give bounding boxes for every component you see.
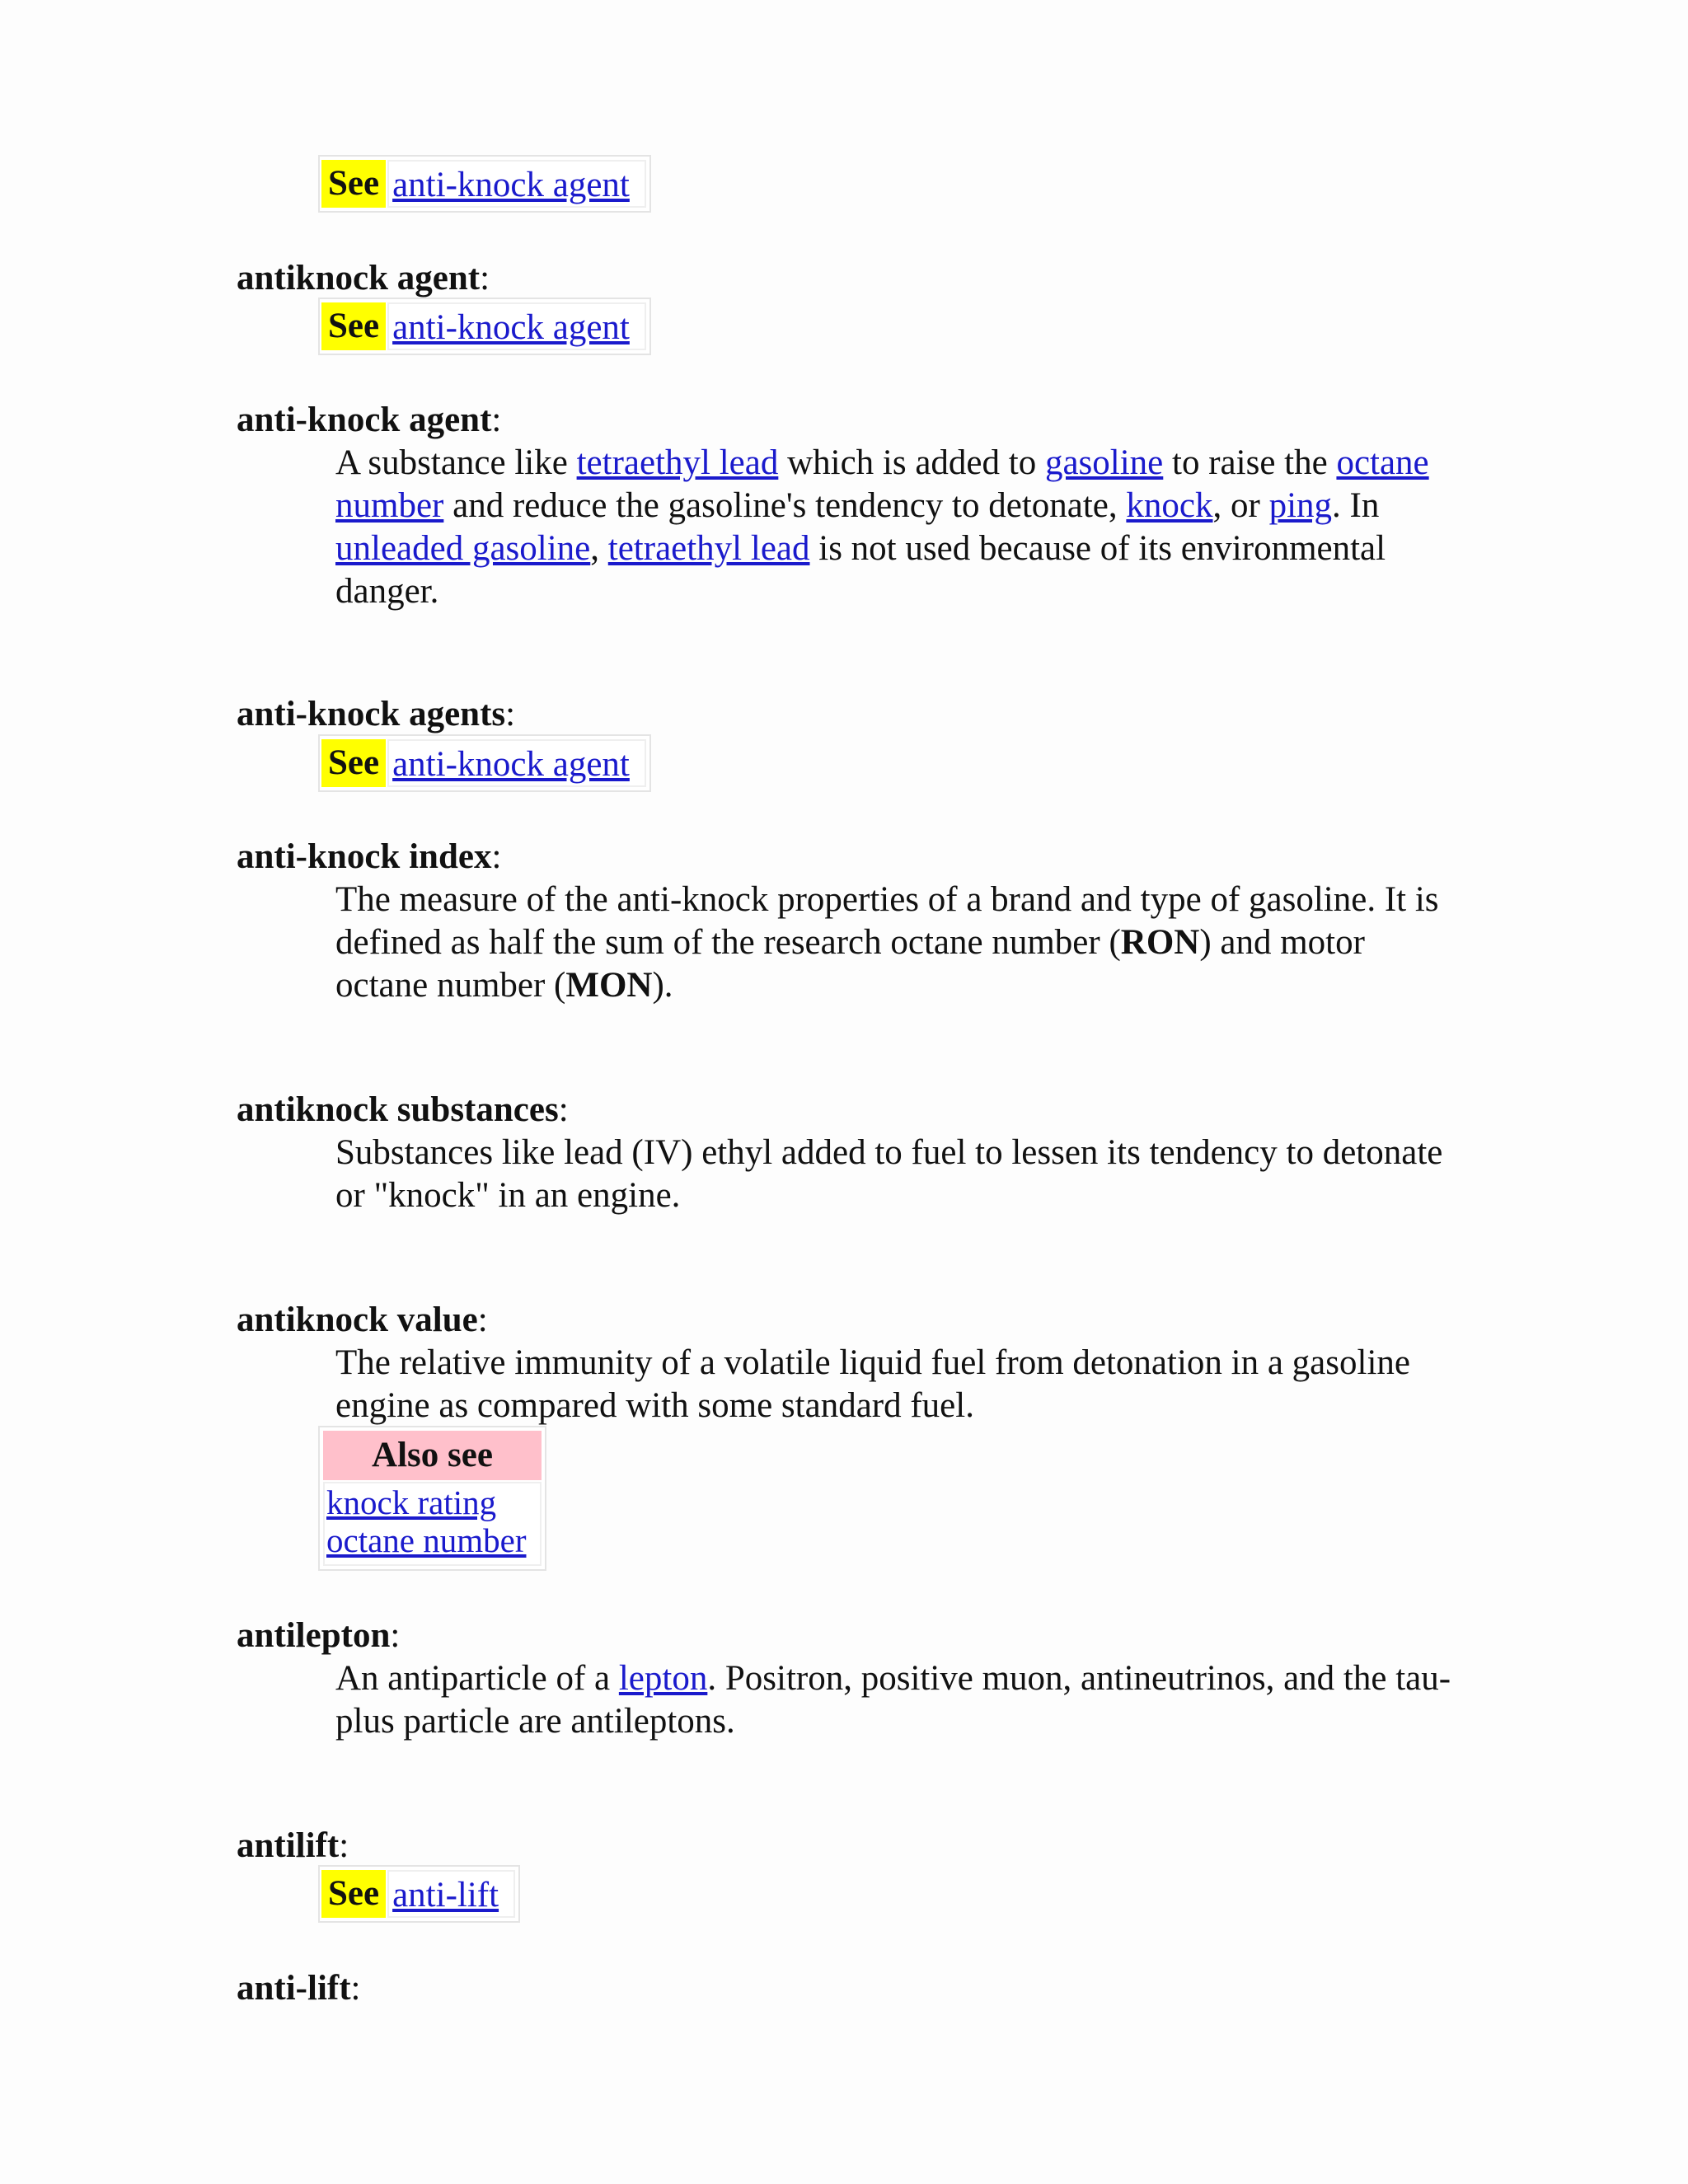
link-lepton[interactable]: lepton [618,1659,708,1698]
term-text: antiknock agent [237,259,481,298]
def-text: which is added to [778,443,1045,482]
see-link-cell [387,1870,515,1918]
term-anti-lift [237,1967,361,2010]
term-colon: : [491,837,502,876]
see-link-anti-knock-agent[interactable]: anti-knock agent [392,166,630,204]
link-gasoline[interactable]: gasoline [1044,443,1164,482]
see-label: See [321,1870,386,1918]
def-text: and reduce the gasoline's tendency to detonate, [443,486,1127,525]
term-text: anti-lift [237,1969,351,2008]
see-box [318,1865,520,1923]
term-text: anti-knock agent [237,401,492,439]
term-text: anti-knock index [237,837,492,876]
term-text: antilift [237,1826,340,1865]
see-label: See [321,739,386,787]
link-ping[interactable]: ping [1268,486,1333,525]
see-link-anti-knock-agent[interactable]: anti-knock agent [392,308,630,347]
def-text: . In [1332,486,1380,525]
link-tetraethyl-lead[interactable]: tetraethyl lead [607,529,810,568]
term-colon: : [390,1616,401,1655]
term-antilepton [237,1615,400,1657]
term-text: anti-knock agents [237,695,506,733]
abbr-mon: MON [565,966,653,1005]
term-colon: : [350,1969,361,2008]
term-colon: : [558,1090,569,1129]
link-tetraethyl-lead[interactable]: tetraethyl lead [576,443,779,482]
term-text: antilepton [237,1616,391,1655]
def-text: ) and motor octane number ( [335,923,1365,1005]
def-text: A substance like [335,443,577,482]
def-text: An antiparticle of a [335,1659,619,1698]
term-anti-knock-agent [237,399,501,442]
also-see-header: Also see [323,1431,542,1480]
see-link-cell [387,302,646,350]
definition-antilepton [335,1657,1465,1743]
term-text: antiknock value [237,1301,478,1339]
also-see-link-octane-number[interactable]: octane number [326,1521,527,1559]
definition-anti-knock-agent [335,442,1465,613]
see-box [318,734,651,792]
term-antiknock-agent [237,257,490,300]
link-knock[interactable]: knock [1126,486,1213,525]
term-antiknock-substances [237,1089,569,1132]
see-label: See [321,160,386,208]
term-colon: : [480,259,490,298]
def-text: The measure of the anti-knock properties of a brand and type of gasoline. It is defined as half the sum of the research octane number ( [335,880,1439,962]
see-box [318,298,651,355]
see-link-anti-lift[interactable]: anti-lift [392,1876,499,1915]
term-colon: : [339,1826,349,1865]
also-see-link-knock-rating[interactable]: knock rating [326,1483,497,1521]
term-colon: : [505,695,516,733]
abbr-ron: RON [1120,923,1200,962]
def-text: , or [1212,486,1269,525]
term-colon: : [491,401,502,439]
link-unleaded-gasoline[interactable]: unleaded gasoline [335,529,591,568]
def-text: is not used because of its environmental danger. [335,529,1386,611]
see-link-cell [387,160,646,208]
see-box [318,155,651,213]
definition-antiknock-value: The relative immunity of a volatile liquid fuel from detonation in a gasoline engine as compared with some standard fuel. [335,1343,1410,1425]
definition-antiknock-substances: Substances like lead (IV) ethyl added to fuel to lessen its tendency to detonate or "knock" in an engine. [335,1133,1443,1215]
term-colon: : [477,1301,488,1339]
term-antiknock-value [237,1299,488,1342]
term-antilift [237,1825,349,1868]
also-see-box [318,1426,546,1571]
term-anti-knock-index [237,836,501,879]
also-see-list [323,1482,542,1566]
term-anti-knock-agents [237,693,515,736]
def-text: . Positron, positive muon, antineutrinos, and the tau- plus particle are antileptons. [335,1659,1451,1741]
term-text: antiknock substances [237,1090,559,1129]
see-label: See [321,302,386,350]
definition-anti-knock-index [335,879,1465,1007]
def-text: , [590,529,608,568]
see-link-cell [387,739,646,787]
def-text: ). [652,966,673,1005]
link-octane-number[interactable]: octane number [335,443,1429,525]
def-text: to raise the [1163,443,1337,482]
see-link-anti-knock-agent[interactable]: anti-knock agent [392,745,630,784]
